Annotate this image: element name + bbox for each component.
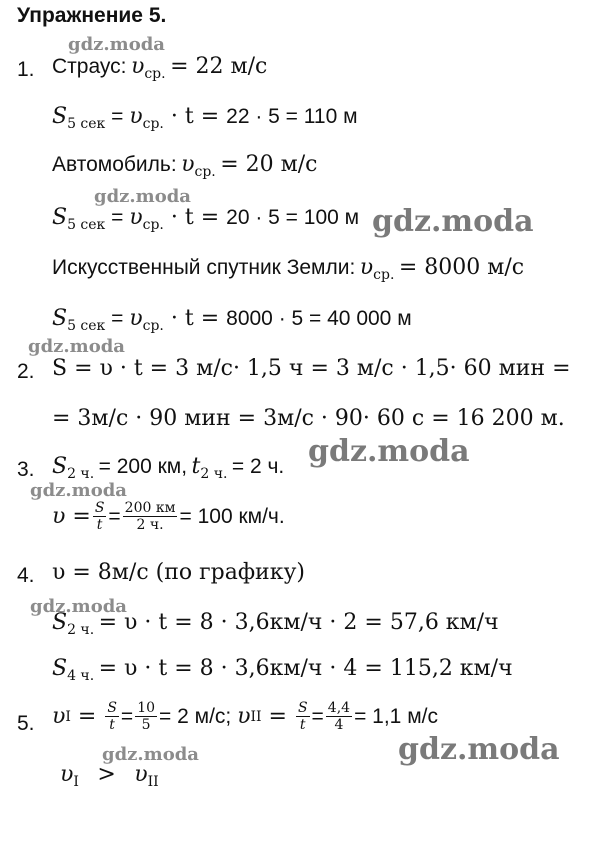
s-subscript: 5 сек [67,116,106,132]
item2-line2: = 3м/с · 90 мин = 3м/с · 90· 60 с = 16 200 м. [52,406,565,431]
satellite-speed-line [52,255,524,283]
distance-given: = 200 км, [98,455,188,478]
s-subscript: 5 сек [67,217,106,233]
v-subscript: ср. [142,318,164,334]
v-subscript: ср. [194,164,216,180]
fraction-v2-values [326,700,352,733]
equals: = [105,105,130,128]
watermark: gdz.moda [30,480,127,501]
fraction-denominator: 5 [141,717,151,733]
fraction-s-over-t [105,700,119,733]
v-symbol: υ [181,152,195,177]
v2-subscript: II [250,708,262,725]
fraction-numerator: 10 [137,700,156,716]
equals: = [105,206,130,229]
ostrich-label: Страус: [52,55,127,78]
car-distance-calc: 20 · 5 = 100 м [226,206,360,229]
v-symbol: υ [52,704,66,729]
v-symbol: υ [237,704,251,729]
fraction-s-over-t [93,500,107,533]
s-subscript: 2 ч. [67,466,95,482]
s-symbol: S [52,454,68,479]
v-symbol: υ [134,762,148,787]
watermark: gdz.moda [28,336,125,357]
watermark: gdz.moda [30,596,127,617]
item-number-5: 5. [17,712,35,735]
watermark: gdz.moda [102,744,199,765]
t-symbol: t [191,454,201,479]
s-symbol: S [52,306,68,331]
car-label: Автомобиль: [52,153,177,176]
satellite-speed-value: = 8000 м/с [398,255,525,280]
item4-s4-line [52,656,513,684]
item4-line1: υ = 8м/с (по графику) [52,560,305,585]
car-speed-value: = 20 м/с [220,152,318,177]
s-subscript: 2 ч. [67,622,95,638]
s-subscript: 5 сек [67,318,106,334]
item3-given-line [52,454,284,482]
watermark: gdz.moda [94,186,191,207]
times-t: · t = [163,104,227,129]
item3-velocity-line: υ = $\frac{S}{t}$ = $\frac{200 км}{2 ч.}$ = 100 км/ч. [52,500,285,533]
v-symbol: υ [359,255,374,280]
watermark: gdz.moda [308,434,470,469]
v-subscript: ср. [142,116,164,132]
fraction-values [123,500,178,533]
equals: = [105,307,130,330]
v-subscript: ср. [142,217,164,233]
fraction-denominator: t [299,717,306,733]
s-symbol: S [52,205,68,230]
v-symbol: υ [129,306,143,331]
fraction-denominator: t [96,517,103,533]
fraction-s-over-t [296,700,310,733]
fraction-numerator: S [107,700,117,716]
v-lhs: υ = [52,504,91,529]
v-symbol: υ [60,762,74,787]
v1-subscript: I [65,708,71,725]
times-t: · t = [163,306,227,331]
satellite-distance-calc: 8000 · 5 = 40 000 м [226,307,412,330]
item3-result: = 100 км/ч. [179,504,285,528]
v2-result: = 1,1 м/с [354,704,438,728]
exercise-title: Упражнение 5. [17,4,167,27]
item-number-1: 1. [17,58,35,81]
s-symbol: S [52,656,68,681]
fraction-numerator: 4,4 [327,700,351,716]
ostrich-speed-line [52,54,267,82]
v-symbol: υ [130,54,145,79]
s4-calc: = υ · t = 8 · 3,6км/ч · 4 = 115,2 км/ч [98,656,513,681]
satellite-distance-line [52,306,412,334]
satellite-label: Искусственный спутник Земли: [52,256,356,279]
greater-than: > [97,762,116,787]
v-subscript: ср. [144,66,166,82]
v2-subscript: II [147,774,159,790]
watermark: gdz.moda [68,34,165,55]
item2-line1: S = υ · t = 3 м/с· 1,5 ч = 3 м/с · 1,5· 60 мин = [52,356,571,381]
fraction-denominator: t [109,717,115,733]
s-subscript: 4 ч. [67,668,95,684]
v1-result: = 2 м/с; [159,704,232,728]
ostrich-speed-value: = 22 м/с [170,54,268,79]
times-t: · t = [163,205,227,230]
t-subscript: 2 ч. [200,466,228,482]
v1-subscript: I [73,774,79,790]
fraction-denominator: 4 [334,717,344,733]
time-given: = 2 ч. [231,455,285,478]
item-number-4: 4. [17,564,35,587]
fraction-numerator: S [94,500,105,516]
watermark: gdz.moda [372,204,534,239]
item-number-3: 3. [17,458,35,481]
car-distance-line [52,205,359,233]
item5-line1: υ I = $\frac{S}{t}$ = $\frac{10}{5}$ = 2 м/с; υ II = $\frac{S}{t}$ = $\frac{4,4}{4}$ = 1,1 м/с [52,700,438,733]
s-symbol: S [52,610,68,635]
fraction-numerator: 200 км [124,500,176,516]
car-speed-line [52,152,317,180]
fraction-numerator: S [297,700,308,716]
s-symbol: S [52,104,68,129]
watermark: gdz.moda [398,732,560,767]
fraction-v1-values [135,700,157,733]
item-number-2: 2. [17,360,35,383]
s2-calc: = υ · t = 8 · 3,6км/ч · 2 = 57,6 км/ч [98,610,499,635]
v-subscript: ср. [373,267,395,283]
item5-comparison [60,762,159,790]
v-symbol: υ [129,205,143,230]
v-symbol: υ [129,104,143,129]
ostrich-distance-line [52,104,358,132]
fraction-denominator: 2 ч. [136,517,164,533]
ostrich-distance-calc: 22 · 5 = 110 м [226,105,358,128]
